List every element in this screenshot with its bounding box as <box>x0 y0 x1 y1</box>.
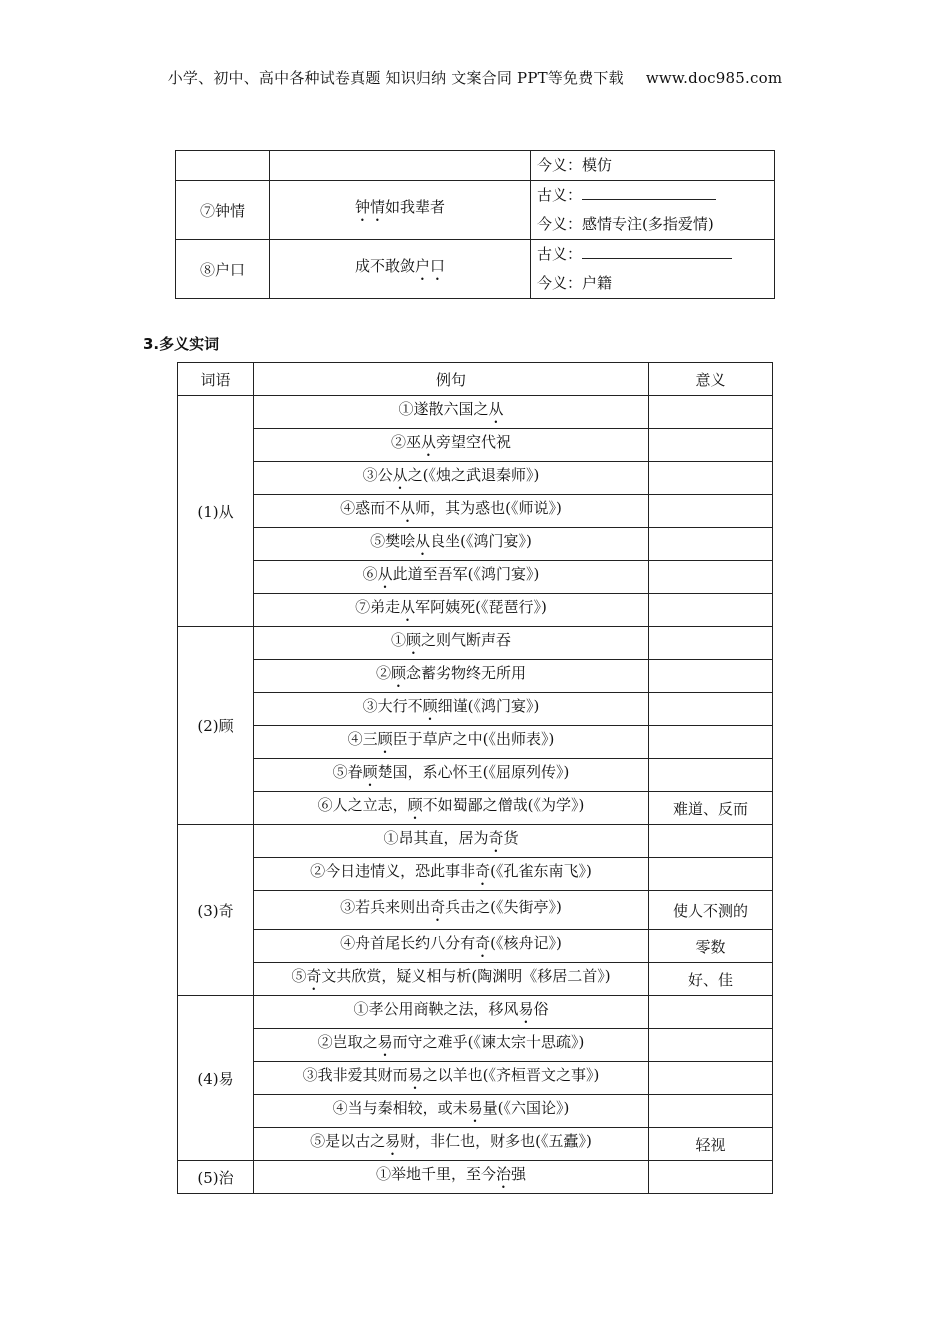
marked-word: 顾 <box>405 630 421 649</box>
example-cell: ③若兵来则出奇兵击之(《失街亭》) <box>254 891 649 930</box>
section-title: 3.多义实词 <box>143 335 220 353</box>
example-cell: ③公从之(《烛之武退秦师》) <box>254 462 649 495</box>
meaning-cell <box>649 594 773 627</box>
marked-word: 奇 <box>306 966 322 985</box>
marked-word: 从 <box>400 597 416 616</box>
example-cell: ①孝公用商鞅之法，移风易俗 <box>254 996 649 1029</box>
marked-word: 顾 <box>390 663 406 682</box>
modern-meaning: 今义：模仿 <box>537 156 613 174</box>
table-row <box>178 561 773 594</box>
header-text: 小学、初中、高中各种试卷真题 知识归纳 文案合同 PPT等免费下载 <box>167 69 624 87</box>
word-cell: (5)治 <box>178 1161 254 1194</box>
modern-meaning: 今义：感情专注(多指爱情) <box>537 215 714 233</box>
table-row <box>178 1128 773 1161</box>
word-cell <box>176 151 270 181</box>
table-row <box>178 594 773 627</box>
marked-word: 钟情 <box>354 197 385 216</box>
table-row <box>178 726 773 759</box>
meaning-cell: 使人不测的 <box>649 891 773 930</box>
table-row <box>178 1062 773 1095</box>
modern-meaning: 今义：户籍 <box>537 274 613 292</box>
example-cell: 成不敢敛户口 <box>270 240 531 299</box>
meaning-cell <box>649 693 773 726</box>
table-row <box>178 759 773 792</box>
answer-blank[interactable] <box>582 244 732 259</box>
table-row <box>178 1029 773 1062</box>
marked-word: 治 <box>495 1164 511 1183</box>
marked-word: 户口 <box>415 256 446 275</box>
example-cell: ④惑而不从师，其为惑也(《师说》) <box>254 495 649 528</box>
example-cell: ③我非爱其财而易之以羊也(《齐桓晋文之事》) <box>254 1062 649 1095</box>
example-cell: ⑤樊哙从良坐(《鸿门宴》) <box>254 528 649 561</box>
meaning-cell <box>531 240 775 299</box>
meaning-cell <box>649 996 773 1029</box>
example-cell: ②巫从旁望空代祝 <box>254 429 649 462</box>
meaning-cell <box>649 858 773 891</box>
marked-word: 易 <box>385 1131 401 1150</box>
table-row <box>178 963 773 996</box>
example-cell: ⑤眷顾楚国，系心怀王(《屈原列传》) <box>254 759 649 792</box>
example-cell: ⑤是以古之易财，非仁也，财多也(《五蠹》) <box>254 1128 649 1161</box>
marked-word: 易 <box>518 999 534 1018</box>
table-row <box>178 1161 773 1194</box>
meaning-cell <box>649 462 773 495</box>
meaning-cell <box>649 1095 773 1128</box>
table-row <box>178 495 773 528</box>
header-meaning: 意义 <box>649 363 773 396</box>
meaning-cell <box>649 1029 773 1062</box>
meaning-cell: 轻视 <box>649 1128 773 1161</box>
meaning-cell: 难道、反而 <box>649 792 773 825</box>
word-cell: (2)顾 <box>178 627 254 825</box>
table-row <box>178 396 773 429</box>
table-row <box>178 627 773 660</box>
marked-word: 顾 <box>407 795 423 814</box>
header-row <box>178 363 773 396</box>
table-row <box>176 151 775 181</box>
marked-word: 奇 <box>430 897 446 916</box>
header-word: 词语 <box>178 363 254 396</box>
marked-word: 易 <box>407 1065 423 1084</box>
meaning-cell <box>531 151 775 181</box>
table-row <box>176 181 775 240</box>
header-example: 例句 <box>254 363 649 396</box>
marked-word: 从 <box>415 531 431 550</box>
example-cell: ④舟首尾长约八分有奇(《核舟记》) <box>254 930 649 963</box>
table-row <box>178 528 773 561</box>
meaning-cell <box>649 429 773 462</box>
example-cell: ⑦弟走从军阿姨死(《琵琶行》) <box>254 594 649 627</box>
meaning-cell <box>649 396 773 429</box>
example-cell: 钟情如我辈者 <box>270 181 531 240</box>
marked-word: 奇 <box>475 861 491 880</box>
table-row <box>178 693 773 726</box>
meaning-cell <box>649 627 773 660</box>
meaning-cell <box>649 759 773 792</box>
table-row <box>176 240 775 299</box>
table-row <box>178 429 773 462</box>
example-cell: ②顾念蓄劣物终无所用 <box>254 660 649 693</box>
example-cell <box>270 151 531 181</box>
marked-word: 奇 <box>475 933 491 952</box>
table-row <box>178 891 773 930</box>
meaning-cell <box>649 528 773 561</box>
marked-word: 顾 <box>377 729 393 748</box>
meaning-cell <box>649 495 773 528</box>
table-row <box>178 1095 773 1128</box>
meaning-cell: 零数 <box>649 930 773 963</box>
page-header <box>0 67 950 88</box>
meaning-cell <box>649 1161 773 1194</box>
marked-word: 易 <box>467 1098 483 1117</box>
example-cell: ⑥从此道至吾军(《鸿门宴》) <box>254 561 649 594</box>
marked-word: 奇 <box>488 828 504 847</box>
table-row <box>178 825 773 858</box>
example-cell: ⑤奇文共欣赏，疑义相与析(陶渊明《移居二首》) <box>254 963 649 996</box>
example-cell: ⑥人之立志，顾不如蜀鄙之僧哉(《为学》) <box>254 792 649 825</box>
marked-word: 从 <box>420 432 436 451</box>
meaning-cell: 好、佳 <box>649 963 773 996</box>
example-cell: ②今日违情义，恐此事非奇(《孔雀东南飞》) <box>254 858 649 891</box>
example-cell: ①顾之则气断声吞 <box>254 627 649 660</box>
meaning-cell <box>649 660 773 693</box>
table-row <box>178 858 773 891</box>
marked-word: 从 <box>392 465 408 484</box>
meaning-cell <box>649 1062 773 1095</box>
example-cell: ①遂散六国之从 <box>254 396 649 429</box>
table-row <box>178 792 773 825</box>
table-row <box>178 462 773 495</box>
example-cell: ③大行不顾细谨(《鸿门宴》) <box>254 693 649 726</box>
polysemous-words-table <box>177 362 773 1194</box>
table-row <box>178 996 773 1029</box>
example-cell: ④当与秦相较，或未易量(《六国论》) <box>254 1095 649 1128</box>
example-cell: ④三顾臣于草庐之中(《出师表》) <box>254 726 649 759</box>
marked-word: 易 <box>377 1032 393 1051</box>
example-cell: ①昂其直，居为奇货 <box>254 825 649 858</box>
word-cell: (4)易 <box>178 996 254 1161</box>
word-cell: ⑦钟情 <box>176 181 270 240</box>
example-cell: ②岂取之易而守之难乎(《谏太宗十思疏》) <box>254 1029 649 1062</box>
marked-word: 从 <box>400 498 416 517</box>
table-row <box>178 930 773 963</box>
marked-word: 顾 <box>362 762 378 781</box>
meaning-cell <box>649 726 773 759</box>
word-cell: (1)从 <box>178 396 254 627</box>
ancient-meaning: 古义： <box>537 181 766 210</box>
marked-word: 从 <box>488 399 504 418</box>
answer-blank[interactable] <box>582 185 716 200</box>
marked-word: 顾 <box>422 696 438 715</box>
meaning-cell <box>649 825 773 858</box>
header-url[interactable]: www.doc985.com <box>645 69 783 87</box>
meaning-cell <box>649 561 773 594</box>
word-cell: (3)奇 <box>178 825 254 996</box>
ancient-modern-meaning-table <box>175 150 775 299</box>
marked-word: 从 <box>377 564 393 583</box>
table-row <box>178 660 773 693</box>
meaning-cell <box>531 181 775 240</box>
word-cell: ⑧户口 <box>176 240 270 299</box>
ancient-meaning: 古义： <box>537 240 766 269</box>
example-cell: ①举地千里，至今治强 <box>254 1161 649 1194</box>
